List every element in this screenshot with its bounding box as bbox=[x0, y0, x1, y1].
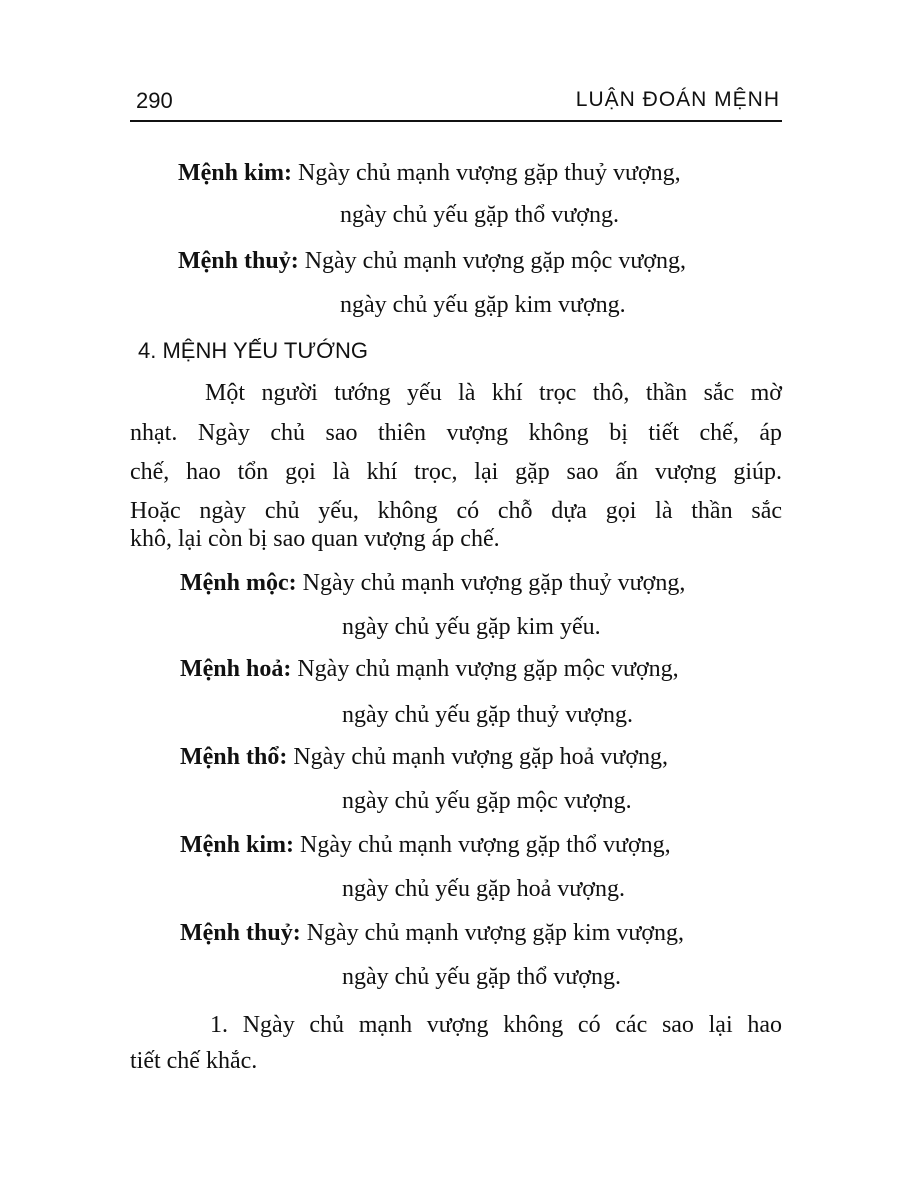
entry-label: Mệnh mộc: bbox=[180, 570, 297, 596]
entry-line bbox=[180, 654, 679, 684]
entry-text: Ngày chủ mạnh vượng gặp hoả vượng, bbox=[287, 744, 669, 770]
running-title: LUẬN ĐOÁN MỆNH bbox=[575, 88, 780, 111]
entry-text: Ngày chủ mạnh vượng gặp kim vượng, bbox=[300, 920, 685, 946]
paragraph-line: Một người tướng yếu là khí trọc thô, thần sắc mờ bbox=[205, 380, 782, 406]
section-heading: 4. MỆNH YẾU TƯỚNG bbox=[138, 338, 368, 363]
note-line: 1. Ngày chủ mạnh vượng không có các sao lại hao bbox=[210, 1012, 782, 1038]
entry-line bbox=[178, 158, 681, 188]
entry-label: Mệnh kim: bbox=[180, 832, 294, 858]
entry-continuation: ngày chủ yếu gặp thổ vượng. bbox=[340, 202, 619, 228]
entry-label: Mệnh thổ: bbox=[180, 744, 288, 770]
entry-line bbox=[180, 568, 685, 598]
entry-continuation: ngày chủ yếu gặp kim vượng. bbox=[340, 292, 626, 318]
entry-continuation: ngày chủ yếu gặp mộc vượng. bbox=[342, 788, 632, 814]
entry-label: Mệnh thuỷ: bbox=[178, 248, 299, 274]
entry-line bbox=[180, 918, 684, 948]
entry-continuation: ngày chủ yếu gặp thổ vượng. bbox=[342, 964, 621, 990]
entry-label: Mệnh thuỷ: bbox=[180, 920, 301, 946]
entry-text: Ngày chủ mạnh vượng gặp thổ vượng, bbox=[294, 832, 671, 858]
paragraph-line: nhạt. Ngày chủ sao thiên vượng không bị tiết chế, áp bbox=[130, 420, 782, 446]
entry-text: Ngày chủ mạnh vượng gặp thuỷ vượng, bbox=[292, 160, 681, 186]
paragraph-line: Hoặc ngày chủ yếu, không có chỗ dựa gọi là thần sắc bbox=[130, 498, 782, 524]
entry-continuation: ngày chủ yếu gặp hoả vượng. bbox=[342, 876, 625, 902]
entry-label: Mệnh kim: bbox=[178, 160, 292, 186]
entry-text: Ngày chủ mạnh vượng gặp thuỷ vượng, bbox=[296, 570, 686, 596]
paragraph-line: khô, lại còn bị sao quan vượng áp chế. bbox=[130, 526, 500, 552]
entry-line bbox=[178, 246, 686, 276]
page-header bbox=[130, 84, 782, 122]
paragraph-line: chế, hao tổn gọi là khí trọc, lại gặp sao ấn vượng giúp. bbox=[130, 459, 782, 485]
entry-label: Mệnh hoả: bbox=[180, 656, 292, 682]
entry-text: Ngày chủ mạnh vượng gặp mộc vượng, bbox=[291, 656, 679, 682]
entry-continuation: ngày chủ yếu gặp thuỷ vượng. bbox=[342, 702, 633, 728]
note-line: tiết chế khắc. bbox=[130, 1048, 258, 1074]
entry-line bbox=[180, 742, 668, 772]
entry-line bbox=[180, 830, 671, 860]
page-number: 290 bbox=[136, 88, 173, 113]
entry-text: Ngày chủ mạnh vượng gặp mộc vượng, bbox=[298, 248, 687, 274]
entry-continuation: ngày chủ yếu gặp kim yếu. bbox=[342, 614, 601, 640]
